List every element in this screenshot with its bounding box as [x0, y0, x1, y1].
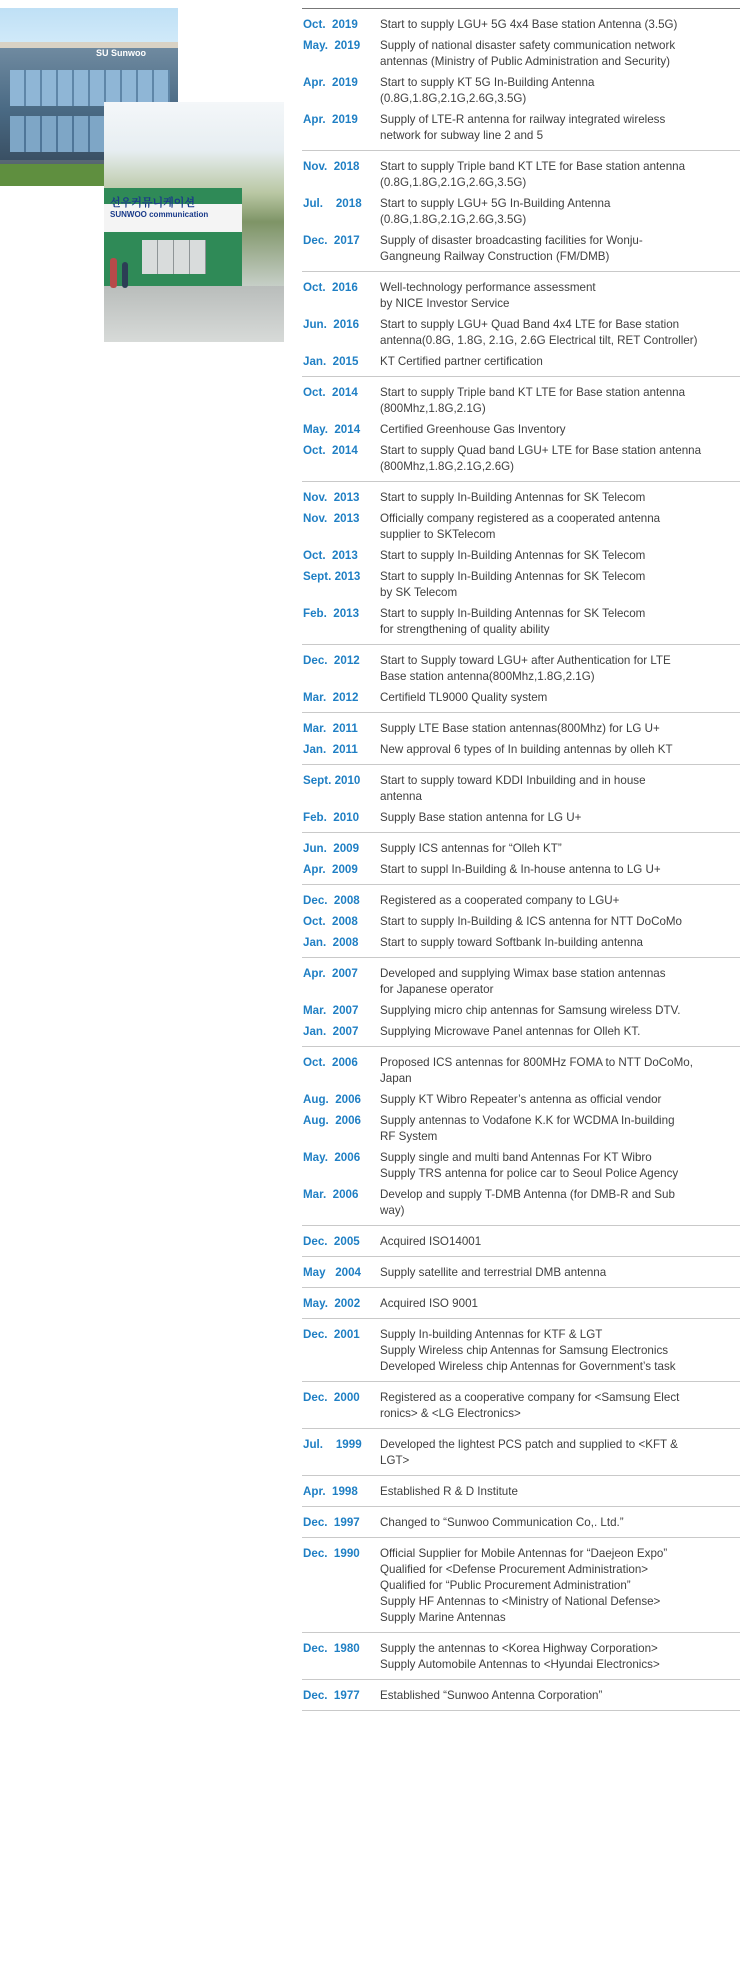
- entry-date: Nov. 2018: [303, 160, 360, 173]
- entry-date: Jul. 1999: [303, 1438, 362, 1451]
- entry-date: Dec. 2000: [303, 1391, 360, 1404]
- timeline-group: [302, 9, 740, 151]
- entry-date: Mar. 2011: [303, 722, 358, 735]
- entry-date: Oct. 2014: [303, 444, 358, 457]
- entry-date: Oct. 2019: [303, 18, 358, 31]
- timeline-entry: [302, 1055, 740, 1087]
- timeline-entry: [302, 1150, 740, 1182]
- timeline-group: [302, 151, 740, 272]
- entry-date: Mar. 2006: [303, 1188, 359, 1201]
- entry-description: Developed the lightest PCS patch and supplied to <KFT & LGT>: [380, 1438, 678, 1467]
- timeline-entry: [302, 1113, 740, 1145]
- timeline-entry: [302, 280, 740, 312]
- entry-description: Start to supply LGU+ Quad Band 4x4 LTE for Base station antenna(0.8G, 1.8G, 2.1G, 2.6G Electrical tilt, RET Controller): [380, 318, 698, 347]
- entry-date: Sept. 2013: [303, 570, 361, 583]
- factory-sign-english: SUNWOO communication: [110, 210, 209, 219]
- timeline-entry: [302, 233, 740, 265]
- entry-description: Start to Supply toward LGU+ after Authentication for LTE Base station antenna(800Mhz,1.8G,2.1G): [380, 654, 671, 683]
- timeline-entry: [302, 690, 740, 706]
- timeline-entry: [302, 511, 740, 543]
- entry-date: Dec. 2001: [303, 1328, 360, 1341]
- entry-date: Feb. 2010: [303, 811, 360, 824]
- entry-description: Start to supply In-Building & ICS antenna for NTT DoCoMo: [380, 915, 683, 928]
- entry-date: Jan. 2011: [303, 743, 358, 756]
- entry-description: Changed to “Sunwoo Communication Co,. Ltd.”: [380, 1516, 624, 1529]
- entry-description: Supply Base station antenna for LG U+: [380, 811, 582, 824]
- building-windows-upper: [10, 70, 170, 106]
- timeline-entry: [302, 1296, 740, 1312]
- entry-date: Jun. 2016: [303, 318, 360, 331]
- entry-description: Established “Sunwoo Antenna Corporation”: [380, 1689, 603, 1702]
- timeline-group: [302, 1680, 740, 1711]
- timeline-entry: [302, 354, 740, 370]
- timeline-group: [302, 765, 740, 833]
- timeline-group: [302, 1226, 740, 1257]
- timeline-entry: [302, 742, 740, 758]
- timeline-entry: [302, 38, 740, 70]
- entry-description: Start to supply toward Softbank In-building antenna: [380, 936, 643, 949]
- building-sign: SU Sunwoo: [96, 48, 146, 58]
- factory-sign-korean: 선우커뮤니케이션: [110, 197, 196, 209]
- entry-date: Aug. 2006: [303, 1093, 361, 1106]
- timeline-group: [302, 482, 740, 645]
- timeline-entry: [302, 196, 740, 228]
- entry-description: Certified Greenhouse Gas Inventory: [380, 423, 566, 436]
- timeline-group: [302, 1538, 740, 1633]
- factory-photo: [104, 102, 284, 342]
- entry-date: Dec. 1997: [303, 1516, 360, 1529]
- entry-description: Start to supply LGU+ 5G 4x4 Base station Antenna (3.5G): [380, 18, 678, 31]
- entry-description: Start to supply In-Building Antennas for SK Telecom: [380, 491, 646, 504]
- timeline-group: [302, 1047, 740, 1226]
- timeline-entry: [302, 606, 740, 638]
- timeline-group: [302, 645, 740, 713]
- timeline-entry: [302, 17, 740, 33]
- entry-date: Sept. 2010: [303, 774, 361, 787]
- entry-date: Apr. 2007: [303, 967, 358, 980]
- entry-description: Start to supply LGU+ 5G In-Building Antenna (0.8G,1.8G,2.1G,2.6G,3.5G): [380, 197, 611, 226]
- entry-description: Supply of LTE-R antenna for railway integrated wireless network for subway line 2 and 5: [380, 113, 666, 142]
- timeline-group: [302, 713, 740, 765]
- timeline-entry: [302, 1390, 740, 1422]
- entry-description: Registered as a cooperative company for <Samsung Elect ronics> & <LG Electronics>: [380, 1391, 680, 1420]
- timeline-entry: [302, 1546, 740, 1626]
- entry-date: Jan. 2015: [303, 355, 359, 368]
- entry-description: Start to supply Triple band KT LTE for Base station antenna (800Mhz,1.8G,2.1G): [380, 386, 686, 415]
- timeline-entry: [302, 1641, 740, 1673]
- timeline-group: [302, 1288, 740, 1319]
- timeline-entry: [302, 1092, 740, 1108]
- entry-description: Supply In-building Antennas for KTF & LGT Supply Wireless chip Antennas for Samsung Electronics Developed Wireless chip Antennas for Government’s task: [380, 1328, 676, 1373]
- timeline-entry: [302, 914, 740, 930]
- timeline-entry: [302, 75, 740, 107]
- timeline-group: [302, 1633, 740, 1680]
- entry-description: Start to supply Quad band LGU+ LTE for Base station antenna (800Mhz,1.8G,2.1G,2.6G): [380, 444, 702, 473]
- entry-date: Dec. 2017: [303, 234, 360, 247]
- entry-date: Dec. 2012: [303, 654, 360, 667]
- timeline-entry: [302, 112, 740, 144]
- timeline-group: [302, 272, 740, 377]
- entry-description: Supply the antennas to <Korea Highway Corporation> Supply Automobile Antennas to <Hyundai Electronics>: [380, 1642, 660, 1671]
- entry-description: Supply single and multi band Antennas For KT Wibro Supply TRS antenna for police car to Seoul Police Agency: [380, 1151, 679, 1180]
- timeline-group: [302, 1257, 740, 1288]
- entry-description: Start to supply KT 5G In-Building Antenna (0.8G,1.8G,2.1G,2.6G,3.5G): [380, 76, 595, 105]
- timeline-entry: [302, 1265, 740, 1281]
- timeline-entry: [302, 1484, 740, 1500]
- timeline-entry: [302, 862, 740, 878]
- factory-windows: [142, 240, 206, 274]
- entry-description: Registered as a cooperated company to LGU+: [380, 894, 620, 907]
- timeline-entry: [302, 893, 740, 909]
- timeline-entry: [302, 721, 740, 737]
- entry-description: Start to suppl In-Building & In-house antenna to LG U+: [380, 863, 661, 876]
- timeline-entry: [302, 159, 740, 191]
- entry-description: Start to supply toward KDDI Inbuilding and in house antenna: [380, 774, 646, 803]
- entry-date: Mar. 2012: [303, 691, 359, 704]
- entry-date: Dec. 1980: [303, 1642, 360, 1655]
- entry-description: Supplying micro chip antennas for Samsung wireless DTV.: [380, 1004, 681, 1017]
- entry-description: Supply LTE Base station antennas(800Mhz) for LG U+: [380, 722, 660, 735]
- entry-description: Start to supply In-Building Antennas for SK Telecom: [380, 549, 646, 562]
- entry-description: Official Supplier for Mobile Antennas for “Daejeon Expo” Qualified for <Defense Procurement Administration> Qualified for “Public Procurement Administration” Supply HF Antennas to <Ministry of National Defense> Supply Marine Antennas: [380, 1547, 668, 1624]
- timeline-entry: [302, 1327, 740, 1375]
- timeline-entry: [302, 935, 740, 951]
- entry-description: Acquired ISO14001: [380, 1235, 482, 1248]
- entry-date: Oct. 2014: [303, 386, 358, 399]
- entry-date: Jan. 2007: [303, 1025, 359, 1038]
- timeline-group: [302, 1319, 740, 1382]
- timeline-group: [302, 885, 740, 958]
- entry-date: Jan. 2008: [303, 936, 359, 949]
- entry-date: Nov. 2013: [303, 512, 360, 525]
- entry-date: Mar. 2007: [303, 1004, 359, 1017]
- entry-description: Supply of disaster broadcasting facilities for Wonju- Gangneung Railway Construction (FM/DMB): [380, 234, 643, 263]
- timeline-group: [302, 1382, 740, 1429]
- road: [104, 286, 284, 342]
- timeline-entry: [302, 653, 740, 685]
- entry-description: Developed and supplying Wimax base station antennas for Japanese operator: [380, 967, 666, 996]
- timeline-entry: [302, 1234, 740, 1250]
- entry-date: May 2004: [303, 1266, 362, 1279]
- person-figure: [110, 258, 117, 288]
- entry-date: May. 2006: [303, 1151, 361, 1164]
- entry-description: Well-technology performance assessment by NICE Investor Service: [380, 281, 596, 310]
- timeline-entry: [302, 548, 740, 564]
- entry-date: May. 2002: [303, 1297, 361, 1310]
- entry-date: Oct. 2006: [303, 1056, 358, 1069]
- timeline-entry: [302, 490, 740, 506]
- timeline-entry: [302, 317, 740, 349]
- entry-description: Supply antennas to Vodafone K.K for WCDMA In-building RF System: [380, 1114, 675, 1143]
- entry-description: Supply satellite and terrestrial DMB antenna: [380, 1266, 607, 1279]
- entry-description: Supplying Microwave Panel antennas for Olleh KT.: [380, 1025, 641, 1038]
- entry-date: May. 2019: [303, 39, 361, 52]
- entry-description: Start to supply Triple band KT LTE for Base station antenna (0.8G,1.8G,2.1G,2.6G,3.5G): [380, 160, 686, 189]
- entry-description: Start to supply In-Building Antennas for SK Telecom for strengthening of quality ability: [380, 607, 646, 636]
- entry-date: Apr. 2009: [303, 863, 358, 876]
- timeline-entry: [302, 1437, 740, 1469]
- entry-date: Oct. 2008: [303, 915, 358, 928]
- entry-description: Acquired ISO 9001: [380, 1297, 478, 1310]
- timeline-entry: [302, 1515, 740, 1531]
- entry-date: Nov. 2013: [303, 491, 360, 504]
- history-timeline: [302, 8, 740, 1711]
- entry-description: KT Certified partner certification: [380, 355, 543, 368]
- timeline-entry: [302, 443, 740, 475]
- entry-date: May. 2014: [303, 423, 361, 436]
- timeline-group: [302, 1507, 740, 1538]
- entry-date: Apr. 1998: [303, 1485, 358, 1498]
- timeline-entry: [302, 810, 740, 826]
- timeline-entry: [302, 966, 740, 998]
- timeline-entry: [302, 773, 740, 805]
- entry-description: Supply KT Wibro Repeater’s antenna as official vendor: [380, 1093, 662, 1106]
- entry-description: Established R & D Institute: [380, 1485, 518, 1498]
- entry-description: Start to supply In-Building Antennas for SK Telecom by SK Telecom: [380, 570, 646, 599]
- timeline-entry: [302, 1024, 740, 1040]
- entry-date: Feb. 2013: [303, 607, 360, 620]
- entry-date: Oct. 2013: [303, 549, 358, 562]
- entry-date: Dec. 1990: [303, 1547, 360, 1560]
- timeline-entry: [302, 841, 740, 857]
- timeline-entry: [302, 385, 740, 417]
- entry-date: Jul. 2018: [303, 197, 362, 210]
- entry-date: Jun. 2009: [303, 842, 360, 855]
- entry-description: Supply ICS antennas for “Olleh KT”: [380, 842, 562, 855]
- timeline-group: [302, 833, 740, 885]
- entry-date: Apr. 2019: [303, 113, 358, 126]
- entry-date: Apr. 2019: [303, 76, 358, 89]
- timeline-group: [302, 1429, 740, 1476]
- entry-date: Aug. 2006: [303, 1114, 361, 1127]
- timeline-entry: [302, 422, 740, 438]
- entry-description: Supply of national disaster safety communication network antennas (Ministry of Public Administration and Security): [380, 39, 676, 68]
- timeline-entry: [302, 569, 740, 601]
- entry-description: Proposed ICS antennas for 800MHz FOMA to NTT DoCoMo, Japan: [380, 1056, 693, 1085]
- timeline-entry: [302, 1187, 740, 1219]
- entry-date: Dec. 2005: [303, 1235, 360, 1248]
- entry-description: Certifield TL9000 Quality system: [380, 691, 548, 704]
- entry-date: Dec. 1977: [303, 1689, 360, 1702]
- timeline-group: [302, 958, 740, 1047]
- entry-date: Oct. 2016: [303, 281, 358, 294]
- timeline-group: [302, 377, 740, 482]
- entry-description: Develop and supply T-DMB Antenna (for DMB-R and Sub way): [380, 1188, 675, 1217]
- entry-date: Dec. 2008: [303, 894, 360, 907]
- timeline-group: [302, 1476, 740, 1507]
- person-figure: [122, 262, 128, 288]
- timeline-entry: [302, 1003, 740, 1019]
- entry-description: New approval 6 types of In building antennas by olleh KT: [380, 743, 673, 756]
- entry-description: Officially company registered as a cooperated antenna supplier to SKTelecom: [380, 512, 661, 541]
- timeline-entry: [302, 1688, 740, 1704]
